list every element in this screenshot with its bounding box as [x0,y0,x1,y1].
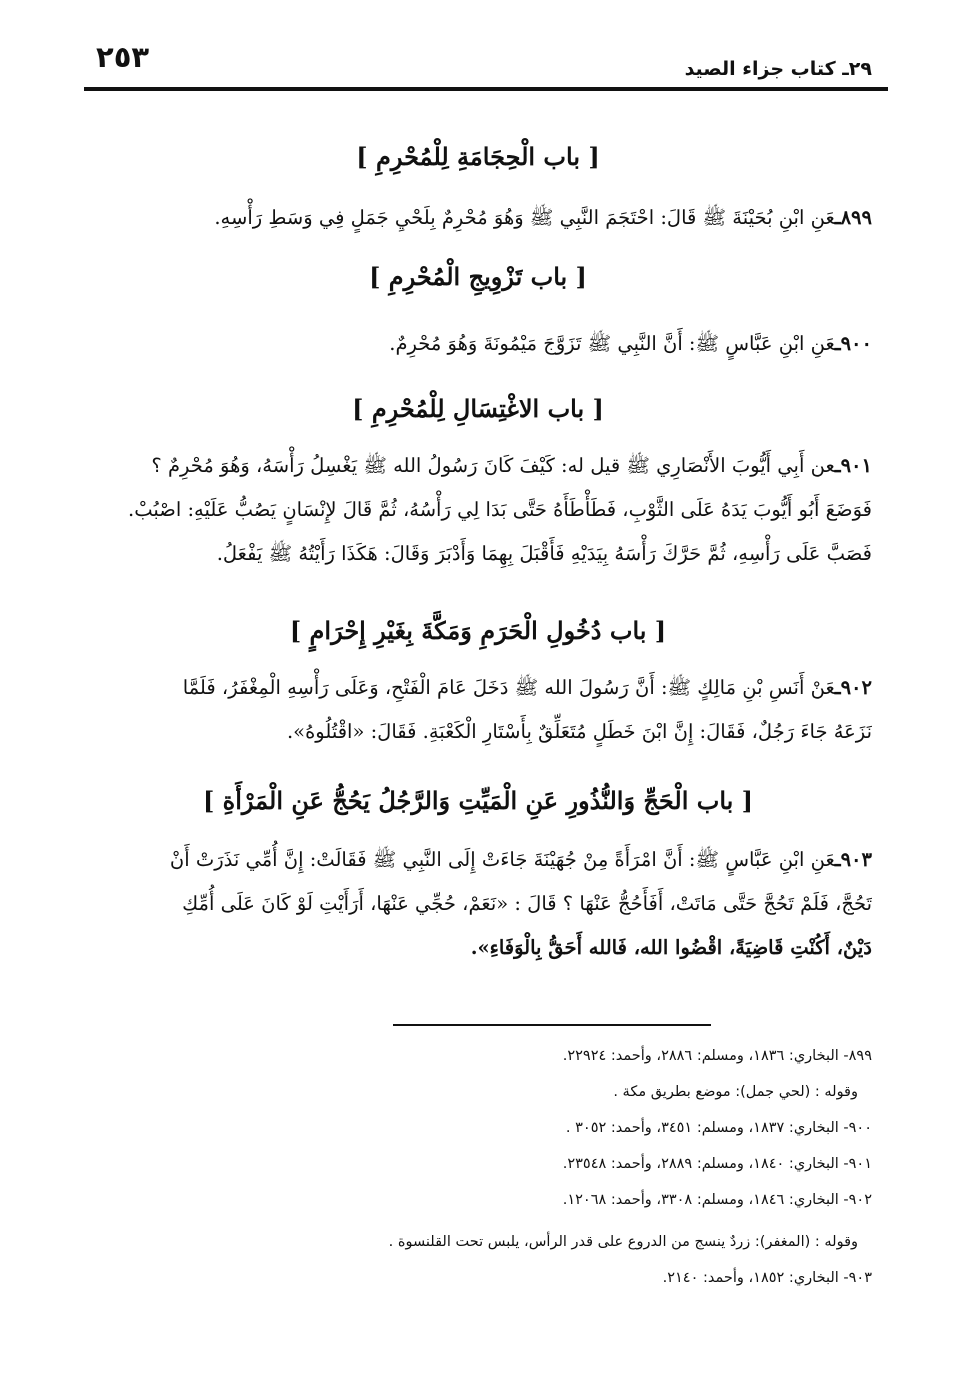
footnote: ٩٠٢- البخاري: ١٨٤٦، ومسلم: ٣٣٠٨، وأحمد: ١٢٠٦٨. [562,1192,872,1208]
chapter-heading: [ باب الْحَجِّ وَالنُّذُورِ عَنِ الْمَيِّتِ وَالرَّجُلُ يَحُجُّ عَنِ الْمَرْأَةِ ] [202,786,754,815]
footnote-note: وقوله : (لحي جمل): موضع بطريق مكة . [613,1084,858,1100]
header-rule [84,87,888,91]
hadith-number: ٩٠١ـ [834,454,872,477]
chapter-heading: [ باب دُخُولِ الْحَرَمِ وَمَكَّةَ بِغَيْرِ إِحْرَامٍ ] [289,616,667,645]
hadith-900 [80,322,872,366]
footnote-note: وقوله : (المغفر): زردٌ ينسج من الدروع على قدر الرأس، يلبس تحت القلنسوة . [388,1234,858,1250]
hadith-line: نَزَعَهُ جَاءَ رَجُلٌ، فَقَالَ: إِنَّ ابْنَ خَطَلٍ مُتَعَلِّقٌ بِأَسْتَارِ الْكَعْبَةِ. فَقَالَ: «اقْتُلُوهُ». [286,720,872,743]
hadith-901 [80,444,872,576]
page-number: ٢٥٣ [96,40,150,74]
hadith-903 [80,838,872,970]
chapter-heading: [ باب تَزْوِيجِ الْمُحْرِمِ ] [369,262,587,291]
hadith-number: ٩٠٠ـ [834,332,872,355]
hadith-line: دَيْنٌ، أَكُنْتِ قَاضِيَةً، اقْضُوا الله، فَالله أَحَقُّ بِالْوَفَاءِ». [470,936,872,959]
hadith-902 [80,666,872,754]
hadith-text: عَنِ ابْنِ عَبَّاسٍ ﷺ: أَنَّ النَّبِي ﷺ تَزَوَّجَ مَيْمُونَةَ وَهُوَ مُحْرِمٌ. [389,332,835,355]
hadith-number: ٨٩٩ـ [834,206,872,229]
footnote: ٩٠١- البخاري: ١٨٤٠، ومسلم: ٢٨٨٩، وأحمد: ٢٣٥٤٨. [562,1156,872,1172]
footnote: ٩٠٠- البخاري: ١٨٣٧، ومسلم: ٣٤٥١، وأحمد: ٣٠٥٢ . [565,1120,872,1136]
hadith-text: عَنِ ابْنِ عَبَّاسٍ ﷺ: أَنَّ امْرَأَةً مِنْ جُهَيْنَةَ جَاءَتْ إِلَى النَّبِي ﷺ فَقَالَتْ: إِنَّ أُمِّي نَذَرَتْ أَنْ [169,848,835,871]
hadith-line: فَصَبَّ عَلَى رَأْسِهِ، ثُمَّ حَرَّكَ رَأْسَهُ بِيَدَيْهِ فَأَقْبَلَ بِهِمَا وَأَدْبَرَ وَقَالَ: هَكَذَا رَأَيْتُهُ ﷺ يَفْعَلُ. [216,542,872,565]
hadith-text: عَنِ ابْنِ بُحَيْنَةَ ﷺ قَالَ: احْتَجَمَ النَّبِي ﷺ وَهُوَ مُحْرِمٌ بِلَحْيِ جَمَلٍ فِي وَسَطِ رَأْسِهِ. [214,206,835,229]
footnote: ٩٠٣- البخاري: ١٨٥٢، وأحمد: ٢١٤٠. [662,1270,872,1286]
hadith-text: عن أَبِي أَيُّوبَ الأَنْصَارِي ﷺ قيل له: كَيْفَ كَانَ رَسُولُ الله ﷺ يَغْسِلُ رَأْسَهُ، وَهُوَ مُحْرِمٌ ؟ [151,454,835,477]
hadith-line [80,666,872,710]
chapter-heading: [ باب الاغْتِسَالِ لِلْمُحْرِمِ ] [352,394,604,423]
footnote: ٨٩٩- البخاري: ١٨٣٦، ومسلم: ٢٨٨٦، وأحمد: ٢٢٩٢٤. [562,1048,872,1064]
hadith-line [80,838,872,882]
hadith-line [80,196,872,240]
hadith-line [80,322,872,366]
chapter-heading: [ باب الْحِجَامَةِ لِلْمُحْرِمِ ] [356,142,600,171]
hadith-line: فَوَضَعَ أَبُو أَيُّوبَ يَدَهُ عَلَى الثَّوْبِ، فَطَأْطَأَهُ حَتَّى بَدَا لِي رَأْسُهُ، ثُمَّ قَالَ لإِنْسَانٍ يَصُبُّ عَلَيْهِ: اصْبُبْ. [128,498,872,521]
hadith-899 [80,196,872,240]
hadith-line: تَحُجَّ، فَلَمْ تَحُجَّ حَتَّى مَاتَتْ، أَفَأَحُجُّ عَنْهَا ؟ قَالَ : «نَعَمْ، حُجِّي عَنْهَا، أَرَأَيْتِ لَوْ كَانَ عَلَى أُمِّكِ [182,892,872,915]
hadith-line [80,444,872,488]
footnote-rule [393,1024,711,1026]
running-title: ٢٩ـ كتاب جزاء الصيد [684,58,872,80]
hadith-number: ٩٠٢ـ [834,676,872,699]
hadith-text: عَنْ أَنَسِ بْنِ مَالِكٍ ﷺ: أَنَّ رَسُولَ الله ﷺ دَخَلَ عَامَ الْفَتْحِ، وَعَلَى رَأْسِهِ الْمِغْفَرُ، فَلَمَّا [182,676,835,699]
hadith-number: ٩٠٣ـ [834,848,872,871]
